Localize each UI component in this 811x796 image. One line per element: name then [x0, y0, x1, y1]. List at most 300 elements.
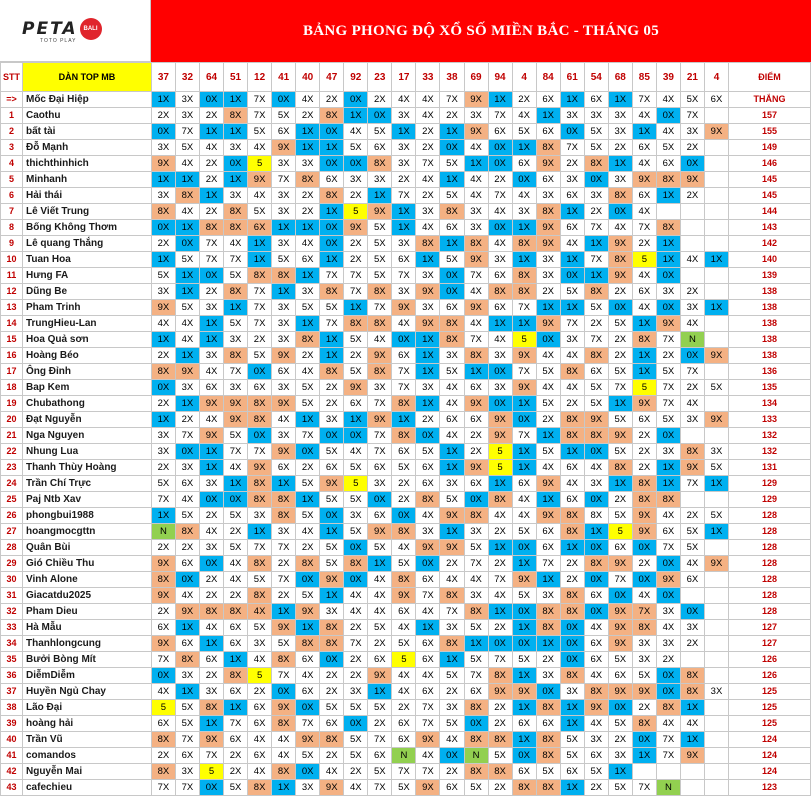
- player-name: Hoàng Béo: [22, 348, 151, 364]
- result-cell: 6X: [224, 684, 248, 700]
- result-cell: [704, 764, 728, 780]
- player-name: Trần Chí Trực: [22, 476, 151, 492]
- result-cell: 5X: [560, 284, 584, 300]
- row-score: 132: [729, 428, 811, 444]
- result-cell: 3X: [560, 332, 584, 348]
- row-stt: =>: [1, 92, 23, 108]
- result-cell: 1X: [536, 428, 560, 444]
- result-cell: 6X: [296, 684, 320, 700]
- result-cell: N: [464, 748, 488, 764]
- result-cell: 0X: [199, 780, 223, 796]
- result-cell: 4X: [680, 396, 704, 412]
- result-cell: 5X: [344, 460, 368, 476]
- result-cell: 4X: [416, 604, 440, 620]
- row-score: 157: [729, 108, 811, 124]
- row-stt: 19: [1, 396, 23, 412]
- number-header: 33: [416, 63, 440, 92]
- result-cell: 8X: [296, 556, 320, 572]
- row-stt: 1: [1, 108, 23, 124]
- result-cell: 1X: [368, 556, 392, 572]
- result-cell: 5X: [368, 700, 392, 716]
- result-cell: 9X: [608, 236, 632, 252]
- result-cell: 5X: [656, 412, 680, 428]
- result-cell: 2X: [416, 412, 440, 428]
- result-cell: [704, 492, 728, 508]
- result-cell: 2X: [584, 316, 608, 332]
- result-cell: 6X: [488, 268, 512, 284]
- result-cell: 6X: [199, 652, 223, 668]
- result-cell: 5X: [272, 108, 296, 124]
- result-cell: 4X: [248, 140, 272, 156]
- result-cell: 7X: [680, 364, 704, 380]
- result-cell: 1X: [536, 492, 560, 508]
- result-cell: 8X: [368, 284, 392, 300]
- result-cell: 8X: [248, 588, 272, 604]
- result-cell: 8X: [224, 348, 248, 364]
- result-cell: 4X: [199, 140, 223, 156]
- result-cell: 8X: [151, 572, 175, 588]
- result-cell: 9X: [512, 572, 536, 588]
- row-stt: 42: [1, 764, 23, 780]
- result-cell: 0X: [632, 572, 656, 588]
- result-cell: 4X: [272, 732, 296, 748]
- result-cell: 7X: [296, 716, 320, 732]
- result-cell: 8X: [248, 396, 272, 412]
- result-cell: 9X: [536, 508, 560, 524]
- result-cell: 9X: [608, 268, 632, 284]
- result-cell: 3X: [704, 684, 728, 700]
- result-cell: 1X: [440, 444, 464, 460]
- result-cell: 1X: [296, 268, 320, 284]
- result-cell: 9X: [392, 300, 416, 316]
- result-cell: 0X: [175, 444, 199, 460]
- result-cell: [704, 316, 728, 332]
- result-cell: 4X: [296, 668, 320, 684]
- player-name: Nhung Lua: [22, 444, 151, 460]
- result-cell: 1X: [464, 156, 488, 172]
- result-cell: 1X: [656, 236, 680, 252]
- row-score: 138: [729, 284, 811, 300]
- table-row: [1, 732, 811, 748]
- result-cell: 0X: [488, 140, 512, 156]
- result-cell: 8X: [656, 700, 680, 716]
- result-cell: 6X: [512, 156, 536, 172]
- result-cell: 8X: [344, 316, 368, 332]
- result-cell: 8X: [224, 604, 248, 620]
- table-row: [1, 684, 811, 700]
- result-cell: [680, 492, 704, 508]
- result-cell: 7X: [151, 652, 175, 668]
- result-cell: 8X: [224, 108, 248, 124]
- result-cell: 4X: [368, 604, 392, 620]
- result-cell: 8X: [440, 636, 464, 652]
- player-name: Gió Chiều Thu: [22, 556, 151, 572]
- result-cell: 3X: [464, 524, 488, 540]
- result-cell: 2X: [416, 124, 440, 140]
- row-score: THẮNG: [729, 92, 811, 108]
- result-cell: 2X: [151, 396, 175, 412]
- result-cell: 8X: [440, 588, 464, 604]
- result-cell: 2X: [608, 284, 632, 300]
- result-cell: 3X: [656, 444, 680, 460]
- dan-top-header: DÀN TOP MB: [22, 63, 151, 92]
- row-stt: 34: [1, 636, 23, 652]
- result-cell: 0X: [632, 732, 656, 748]
- number-header: 23: [368, 63, 392, 92]
- result-cell: 8X: [440, 316, 464, 332]
- result-cell: 5X: [512, 524, 536, 540]
- result-cell: 7X: [632, 92, 656, 108]
- result-cell: 2X: [199, 588, 223, 604]
- result-cell: 8X: [151, 764, 175, 780]
- result-cell: 5X: [536, 364, 560, 380]
- result-cell: 3X: [440, 700, 464, 716]
- result-cell: [680, 268, 704, 284]
- result-cell: 3X: [224, 380, 248, 396]
- result-cell: [704, 588, 728, 604]
- result-cell: 5X: [272, 252, 296, 268]
- result-cell: 6X: [392, 252, 416, 268]
- result-cell: 6X: [368, 748, 392, 764]
- result-cell: 5X: [296, 508, 320, 524]
- result-cell: 3X: [175, 108, 199, 124]
- result-cell: 3X: [151, 188, 175, 204]
- table-row: [1, 220, 811, 236]
- result-cell: 2X: [560, 572, 584, 588]
- result-cell: 4X: [416, 92, 440, 108]
- result-cell: 9X: [488, 428, 512, 444]
- result-cell: 3X: [344, 684, 368, 700]
- result-cell: 9X: [704, 556, 728, 572]
- result-cell: 5X: [512, 124, 536, 140]
- result-cell: [704, 572, 728, 588]
- result-cell: 3X: [536, 188, 560, 204]
- result-cell: 8X: [536, 604, 560, 620]
- result-cell: 7X: [368, 444, 392, 460]
- result-cell: 8X: [248, 780, 272, 796]
- result-cell: 5X: [224, 268, 248, 284]
- result-cell: 7X: [224, 252, 248, 268]
- result-cell: 2X: [608, 732, 632, 748]
- result-cell: 8X: [320, 284, 344, 300]
- row-stt: 27: [1, 524, 23, 540]
- result-cell: 7X: [344, 284, 368, 300]
- result-cell: 6X: [656, 156, 680, 172]
- result-cell: 7X: [656, 380, 680, 396]
- result-cell: 4X: [632, 300, 656, 316]
- result-cell: 5X: [175, 252, 199, 268]
- result-cell: 6X: [392, 604, 416, 620]
- result-cell: 1X: [151, 412, 175, 428]
- result-cell: 3X: [175, 764, 199, 780]
- result-cell: 2X: [536, 652, 560, 668]
- result-cell: 4X: [392, 684, 416, 700]
- result-cell: 5X: [416, 444, 440, 460]
- result-cell: 2X: [344, 668, 368, 684]
- result-cell: 8X: [368, 316, 392, 332]
- result-cell: 0X: [656, 668, 680, 684]
- result-cell: 9X: [464, 396, 488, 412]
- result-cell: [704, 220, 728, 236]
- result-cell: 7X: [320, 268, 344, 284]
- result-cell: 0X: [464, 716, 488, 732]
- result-cell: 9X: [416, 780, 440, 796]
- result-cell: 6X: [560, 492, 584, 508]
- result-cell: 2X: [151, 540, 175, 556]
- result-cell: 5X: [224, 316, 248, 332]
- result-cell: 1X: [512, 668, 536, 684]
- result-cell: [704, 604, 728, 620]
- player-name: Nga Nguyen: [22, 428, 151, 444]
- result-cell: 9X: [224, 412, 248, 428]
- result-cell: 4X: [344, 588, 368, 604]
- result-cell: 9X: [704, 348, 728, 364]
- result-cell: 6X: [320, 460, 344, 476]
- player-name: Hải thái: [22, 188, 151, 204]
- result-cell: 0X: [151, 124, 175, 140]
- table-row: [1, 380, 811, 396]
- result-cell: 4X: [392, 316, 416, 332]
- result-cell: 1X: [175, 348, 199, 364]
- result-cell: 3X: [199, 300, 223, 316]
- result-cell: 9X: [536, 316, 560, 332]
- result-cell: 3X: [536, 268, 560, 284]
- number-header: 92: [344, 63, 368, 92]
- result-cell: 2X: [632, 444, 656, 460]
- result-cell: 1X: [416, 396, 440, 412]
- row-stt: 14: [1, 316, 23, 332]
- result-cell: 3X: [512, 204, 536, 220]
- result-cell: 8X: [296, 636, 320, 652]
- result-cell: 4X: [512, 108, 536, 124]
- result-cell: 1X: [512, 700, 536, 716]
- result-cell: 8X: [199, 220, 223, 236]
- result-cell: 5X: [608, 508, 632, 524]
- result-cell: 6X: [680, 572, 704, 588]
- result-cell: 7X: [536, 556, 560, 572]
- result-cell: 2X: [560, 156, 584, 172]
- result-cell: 8X: [464, 348, 488, 364]
- result-cell: 1X: [512, 396, 536, 412]
- result-cell: 1X: [704, 476, 728, 492]
- table-row: [1, 412, 811, 428]
- row-stt: 26: [1, 508, 23, 524]
- result-cell: 0X: [368, 492, 392, 508]
- result-cell: 1X: [560, 300, 584, 316]
- result-cell: 8X: [224, 204, 248, 220]
- result-cell: 1X: [584, 236, 608, 252]
- result-cell: 6X: [632, 140, 656, 156]
- result-cell: 6X: [584, 748, 608, 764]
- result-cell: 1X: [224, 300, 248, 316]
- result-cell: 1X: [464, 636, 488, 652]
- result-cell: 3X: [440, 620, 464, 636]
- result-cell: 4X: [440, 572, 464, 588]
- result-cell: 5: [632, 252, 656, 268]
- result-cell: 4X: [464, 172, 488, 188]
- result-cell: 8X: [536, 620, 560, 636]
- result-cell: 9X: [464, 460, 488, 476]
- result-cell: 1X: [151, 332, 175, 348]
- result-cell: 8X: [560, 508, 584, 524]
- result-cell: 1X: [584, 524, 608, 540]
- result-cell: 5X: [296, 396, 320, 412]
- result-cell: 3X: [464, 588, 488, 604]
- result-cell: 0X: [344, 540, 368, 556]
- result-cell: 4X: [560, 476, 584, 492]
- result-cell: 1X: [512, 620, 536, 636]
- result-cell: 7X: [248, 92, 272, 108]
- result-cell: 1X: [488, 476, 512, 492]
- result-cell: 3X: [656, 604, 680, 620]
- row-score: 131: [729, 460, 811, 476]
- result-cell: 1X: [488, 316, 512, 332]
- result-cell: 1X: [151, 508, 175, 524]
- player-name: comandos: [22, 748, 151, 764]
- result-cell: 4X: [584, 620, 608, 636]
- result-cell: 5X: [584, 300, 608, 316]
- result-cell: 2X: [175, 412, 199, 428]
- result-cell: 9X: [512, 380, 536, 396]
- result-cell: 4X: [464, 572, 488, 588]
- result-cell: 8X: [392, 572, 416, 588]
- result-cell: 1X: [248, 252, 272, 268]
- row-score: 136: [729, 364, 811, 380]
- player-name: hoàng hải: [22, 716, 151, 732]
- result-cell: 1X: [296, 220, 320, 236]
- result-cell: 7X: [416, 588, 440, 604]
- row-stt: 23: [1, 460, 23, 476]
- player-name: Vinh Alone: [22, 572, 151, 588]
- result-cell: 8X: [560, 524, 584, 540]
- player-name: Quân Bùi: [22, 540, 151, 556]
- result-cell: 6X: [632, 412, 656, 428]
- result-cell: 9X: [584, 700, 608, 716]
- result-cell: 5X: [440, 716, 464, 732]
- result-cell: 2X: [199, 172, 223, 188]
- result-cell: 1X: [440, 172, 464, 188]
- result-cell: 0X: [320, 508, 344, 524]
- result-cell: 9X: [272, 348, 296, 364]
- result-cell: 5X: [704, 508, 728, 524]
- result-cell: 5X: [248, 124, 272, 140]
- result-cell: 8X: [512, 268, 536, 284]
- result-cell: 1X: [560, 252, 584, 268]
- result-cell: 6X: [151, 620, 175, 636]
- number-header: 40: [296, 63, 320, 92]
- result-cell: 1X: [512, 316, 536, 332]
- result-cell: 4X: [632, 204, 656, 220]
- result-cell: 3X: [175, 460, 199, 476]
- result-cell: 8X: [536, 140, 560, 156]
- result-cell: 4X: [199, 620, 223, 636]
- result-cell: 3X: [151, 444, 175, 460]
- result-cell: 4X: [488, 588, 512, 604]
- result-cell: [704, 108, 728, 124]
- result-cell: 3X: [488, 380, 512, 396]
- result-cell: 0X: [344, 428, 368, 444]
- result-cell: 1X: [536, 300, 560, 316]
- result-cell: 2X: [488, 524, 512, 540]
- result-cell: 2X: [248, 332, 272, 348]
- result-cell: 0X: [296, 764, 320, 780]
- result-cell: 5X: [680, 92, 704, 108]
- result-cell: 8X: [584, 684, 608, 700]
- row-score: 129: [729, 492, 811, 508]
- result-cell: 1X: [656, 252, 680, 268]
- result-cell: 4X: [344, 604, 368, 620]
- result-cell: 7X: [199, 236, 223, 252]
- table-row: [1, 492, 811, 508]
- result-cell: 1X: [512, 556, 536, 572]
- result-cell: 1X: [199, 316, 223, 332]
- result-cell: 0X: [512, 636, 536, 652]
- result-cell: 8X: [584, 348, 608, 364]
- result-cell: 8X: [175, 524, 199, 540]
- result-cell: 0X: [392, 508, 416, 524]
- result-cell: 5X: [608, 652, 632, 668]
- result-cell: 3X: [632, 636, 656, 652]
- result-cell: 1X: [272, 604, 296, 620]
- result-cell: 3X: [272, 332, 296, 348]
- result-cell: 8X: [560, 668, 584, 684]
- result-cell: 0X: [512, 604, 536, 620]
- result-cell: 8X: [584, 428, 608, 444]
- result-cell: 9X: [608, 684, 632, 700]
- table-row: [1, 316, 811, 332]
- result-cell: 7X: [608, 572, 632, 588]
- result-cell: 2X: [464, 444, 488, 460]
- result-cell: 4X: [536, 380, 560, 396]
- table-row: [1, 364, 811, 380]
- result-cell: 5X: [296, 380, 320, 396]
- result-cell: 1X: [440, 460, 464, 476]
- result-cell: 6X: [608, 540, 632, 556]
- result-cell: 9X: [488, 412, 512, 428]
- result-cell: 5X: [320, 492, 344, 508]
- result-cell: 0X: [199, 92, 223, 108]
- result-cell: 1X: [224, 700, 248, 716]
- result-cell: 3X: [175, 92, 199, 108]
- result-cell: 2X: [175, 540, 199, 556]
- result-cell: 5X: [175, 508, 199, 524]
- result-cell: 0X: [320, 220, 344, 236]
- result-cell: 5X: [608, 316, 632, 332]
- result-cell: 8X: [320, 108, 344, 124]
- row-stt: 21: [1, 428, 23, 444]
- result-cell: 5X: [344, 332, 368, 348]
- player-name: Bap Kem: [22, 380, 151, 396]
- result-cell: 5X: [320, 300, 344, 316]
- result-cell: 2X: [632, 428, 656, 444]
- result-cell: 5X: [320, 444, 344, 460]
- result-cell: 7X: [248, 284, 272, 300]
- row-score: 125: [729, 700, 811, 716]
- result-cell: 8X: [248, 412, 272, 428]
- result-cell: 8X: [464, 236, 488, 252]
- result-cell: 6X: [416, 460, 440, 476]
- result-cell: 4X: [272, 748, 296, 764]
- result-cell: 4X: [440, 428, 464, 444]
- player-name: phongbui1988: [22, 508, 151, 524]
- result-cell: 3X: [368, 476, 392, 492]
- result-cell: 8X: [560, 412, 584, 428]
- result-cell: 0X: [320, 428, 344, 444]
- result-cell: 1X: [320, 524, 344, 540]
- result-cell: 4X: [560, 380, 584, 396]
- result-cell: 7X: [368, 300, 392, 316]
- result-cell: 2X: [584, 204, 608, 220]
